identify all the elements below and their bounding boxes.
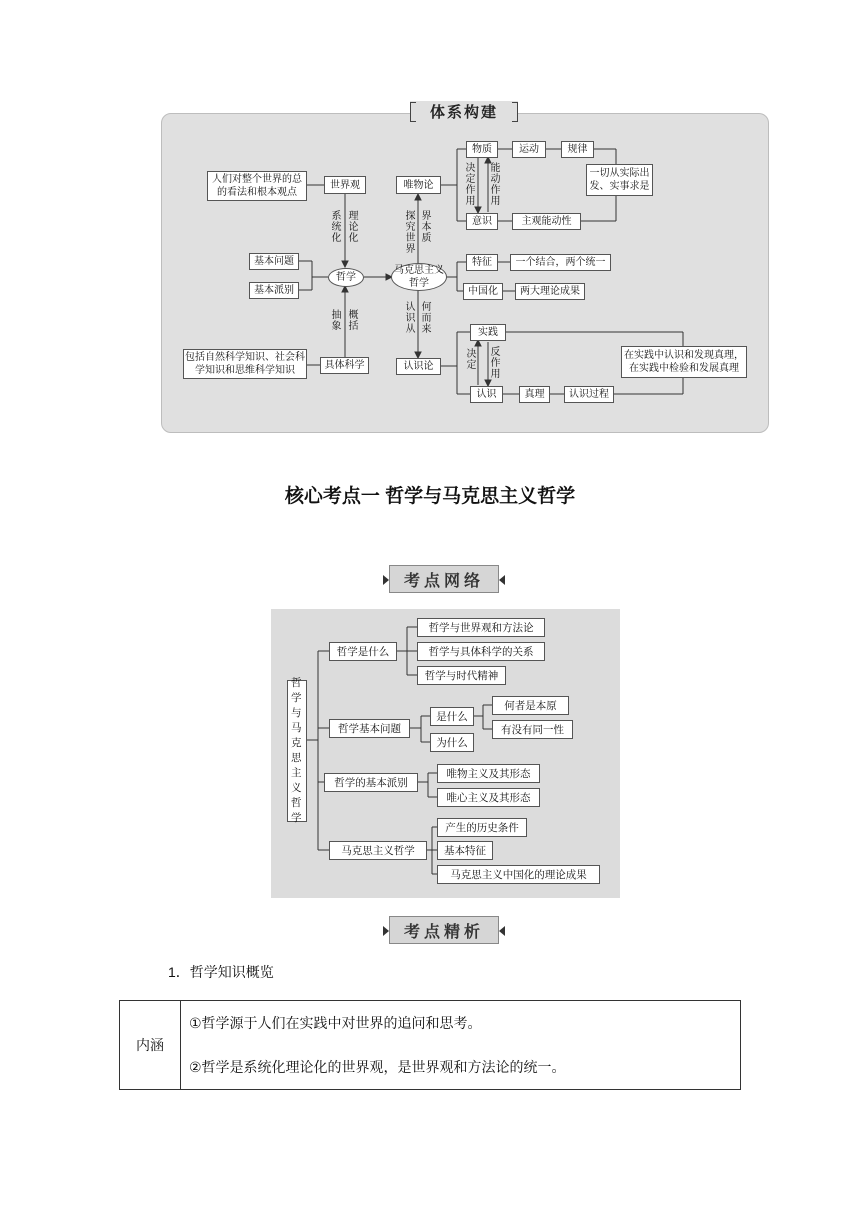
science-definition-node: 包括自然科学知识、社会科学知识和思维科学知识 <box>183 349 307 379</box>
law-node: 规律 <box>561 141 594 158</box>
leaf-origin: 何者是本原 <box>492 696 569 715</box>
network-banner <box>389 565 499 593</box>
subjective-initiative-node: 主观能动性 <box>512 213 581 230</box>
philosophy-node: 哲学 <box>328 268 364 287</box>
label-active-role: 能动作用 <box>490 163 501 207</box>
leaf-worldview-methodology: 哲学与世界观和方法论 <box>417 618 545 637</box>
overview-table <box>119 1000 741 1090</box>
table-row <box>120 1001 741 1046</box>
leaf-materialism-forms: 唯物主义及其形态 <box>437 764 540 783</box>
analysis-banner-label: 考点精析 <box>403 921 484 941</box>
leaf-identity: 有没有同一性 <box>492 720 573 739</box>
arrow-left-icon <box>499 926 505 936</box>
subheading: 1．哲学知识概览 <box>168 964 274 980</box>
label-decide: 决定 <box>466 349 477 371</box>
epistemology-node: 认识论 <box>396 358 441 375</box>
sinicization-node: 中国化 <box>463 283 503 300</box>
feature-node: 特征 <box>466 254 498 271</box>
worldview-node: 世界观 <box>324 176 366 194</box>
table-cell: ①哲学源于人们在实践中对世界的追问和思考。 <box>181 1001 741 1046</box>
leaf-idealism-forms: 唯心主义及其形态 <box>437 788 540 807</box>
materialism-node: 唯物论 <box>396 176 441 194</box>
framework-panel <box>161 113 769 433</box>
label-world-essence: 界本质 <box>421 211 432 244</box>
label-cognize-from: 认识从 <box>405 302 416 335</box>
feature-detail-node: 一个结合，两个统一 <box>510 254 611 271</box>
leaf-basic-features: 基本特征 <box>437 841 493 860</box>
leaf-philosophy-era: 哲学与时代精神 <box>417 666 506 685</box>
arrow-left-icon <box>499 575 505 585</box>
basic-question-node: 基本问题 <box>249 253 299 270</box>
label-theorized: 理论化 <box>348 211 359 244</box>
branch-basic-schools: 哲学的基本派别 <box>324 773 418 792</box>
arrow-right-icon <box>383 575 389 585</box>
leaf-philosophy-science: 哲学与具体科学的关系 <box>417 642 545 661</box>
seek-truth-node: 一切从实际出发、实事求是 <box>586 164 653 196</box>
cognition-node: 认识 <box>470 386 503 403</box>
basic-schools-node: 基本派别 <box>249 282 299 299</box>
consciousness-node: 意识 <box>466 213 498 230</box>
leaf-sinicization-results: 马克思主义中国化的理论成果 <box>437 865 600 884</box>
leaf-historical-conditions: 产生的历史条件 <box>437 818 527 837</box>
practice-node: 实践 <box>470 324 506 341</box>
matter-node: 物质 <box>466 141 498 158</box>
branch-basic-question: 哲学基本问题 <box>329 719 410 738</box>
motion-node: 运动 <box>512 141 546 158</box>
leaf-what-is: 是什么 <box>430 707 474 726</box>
truth-practice-node: 在实践中认识和发现真理，在实践中检验和发展真理 <box>621 346 747 378</box>
arrow-right-icon <box>383 926 389 936</box>
section-heading: 核心考点一 哲学与马克思主义哲学 <box>284 486 576 507</box>
table-cell: ②哲学是系统化理论化的世界观，是世界观和方法论的统一。 <box>181 1045 741 1090</box>
network-root-node: 哲学与马克思主义哲学 <box>287 680 307 822</box>
label-how-come: 何而来 <box>421 302 432 335</box>
marxism-node: 马克思主义哲学 <box>391 263 447 291</box>
framework-title: 体系构建 <box>410 101 518 123</box>
network-banner-label: 考点网络 <box>403 570 484 590</box>
label-decide-role: 决定作用 <box>465 163 476 207</box>
worldview-definition-node: 人们对整个世界的总的看法和根本观点 <box>207 171 307 201</box>
table-row <box>120 1045 741 1090</box>
two-theories-node: 两大理论成果 <box>515 283 585 300</box>
branch-what-is-philosophy: 哲学是什么 <box>329 642 397 661</box>
label-summarize: 概括 <box>348 310 359 332</box>
label-abstract: 抽象 <box>331 310 342 332</box>
branch-marxist-philosophy: 马克思主义哲学 <box>329 841 427 860</box>
label-counteract: 反作用 <box>490 347 501 380</box>
cognition-process-node: 认识过程 <box>564 386 614 403</box>
truth-node: 真理 <box>519 386 550 403</box>
leaf-why: 为什么 <box>430 733 474 752</box>
label-systematized: 系统化 <box>331 211 342 244</box>
analysis-banner <box>389 916 499 944</box>
table-label-cell: 内涵 <box>120 1001 181 1090</box>
label-explore-world: 探究世界 <box>405 211 416 255</box>
concrete-science-node: 具体科学 <box>320 357 369 374</box>
